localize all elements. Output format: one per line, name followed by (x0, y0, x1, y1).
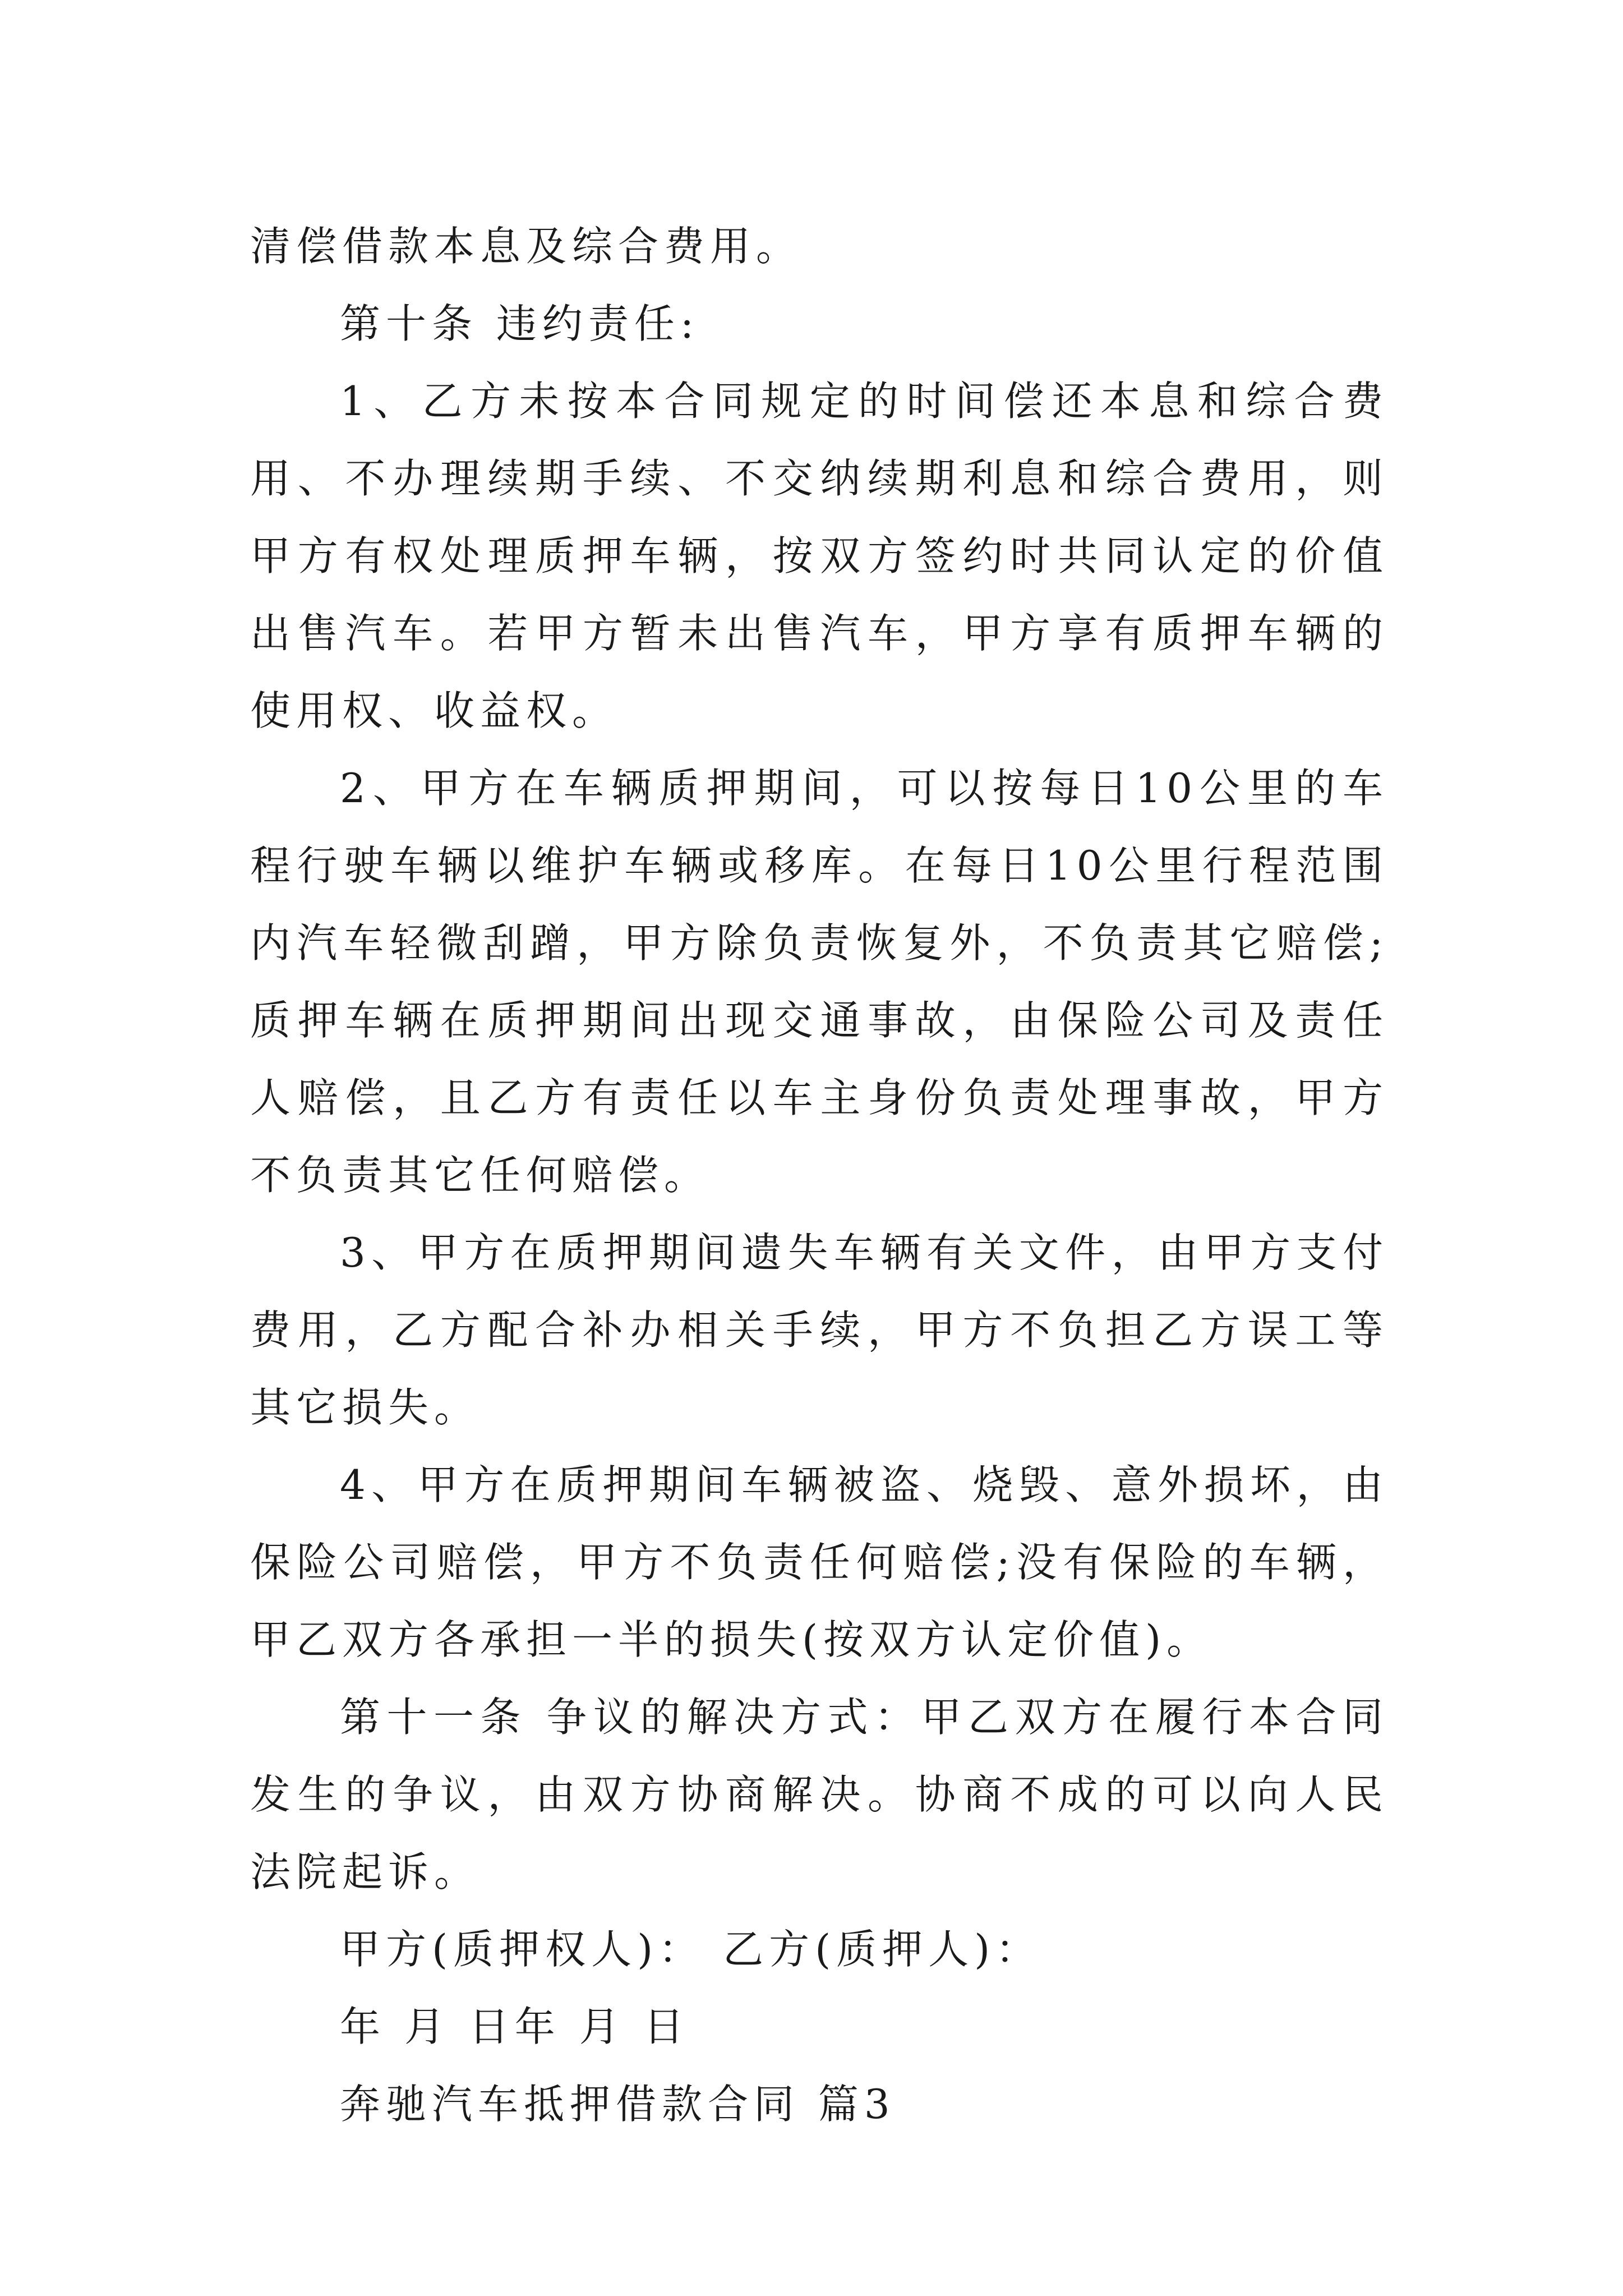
clause-10-3: 3、甲方在质押期间遗失车辆有关文件，由甲方支付费用，乙方配合补办相关手续，甲方不负担乙方误工等其它损失。 (250, 1229, 1389, 1431)
document-body (250, 208, 1389, 2143)
clause-10-1: 1、乙方未按本合同规定的时间偿还本息和综合费用、不办理续期手续、不交纳续期利息和综合费用，则甲方有权处理质押车辆，按双方签约时共同认定的价值出售汽车。若甲方暂未出售汽车，甲方享有质押车辆的使用权、收益权。 (250, 378, 1389, 734)
paragraph-continuation: 清偿借款本息及综合费用。 (250, 223, 803, 270)
article-10-heading: 第十条 违约责任: (340, 300, 700, 347)
article-11-dispute-resolution: 第十一条 争议的解决方式：甲乙双方在履行本合同发生的争议，由双方协商解决。协商不成的可以向人民法院起诉。 (250, 1694, 1389, 1895)
signature-parties-line: 甲方(质押权人)： 乙方(质押人)： (340, 1926, 1042, 1973)
clause-10-2: 2、甲方在车辆质押期间，可以按每日10公里的车程行驶车辆以维护车辆或移库。在每日10公里行程范围内汽车轻微刮蹭，甲方除负责恢复外，不负责其它赔偿;质押车辆在质押期间出现交通事故，由保险公司及责任人赔偿，且乙方有责任以车主身份负责处理事故，甲方不负责其它任何赔偿。 (250, 765, 1389, 1199)
next-contract-title: 奔驰汽车抵押借款合同 篇3 (340, 2081, 896, 2128)
signature-date-line: 年 月 日年 月 日 (340, 2003, 690, 2050)
clause-10-4: 4、甲方在质押期间车辆被盗、烧毁、意外损坏，由保险公司赔偿，甲方不负责任何赔偿;没有保险的车辆，甲乙双方各承担一半的损失(按双方认定价值)。 (250, 1461, 1389, 1663)
